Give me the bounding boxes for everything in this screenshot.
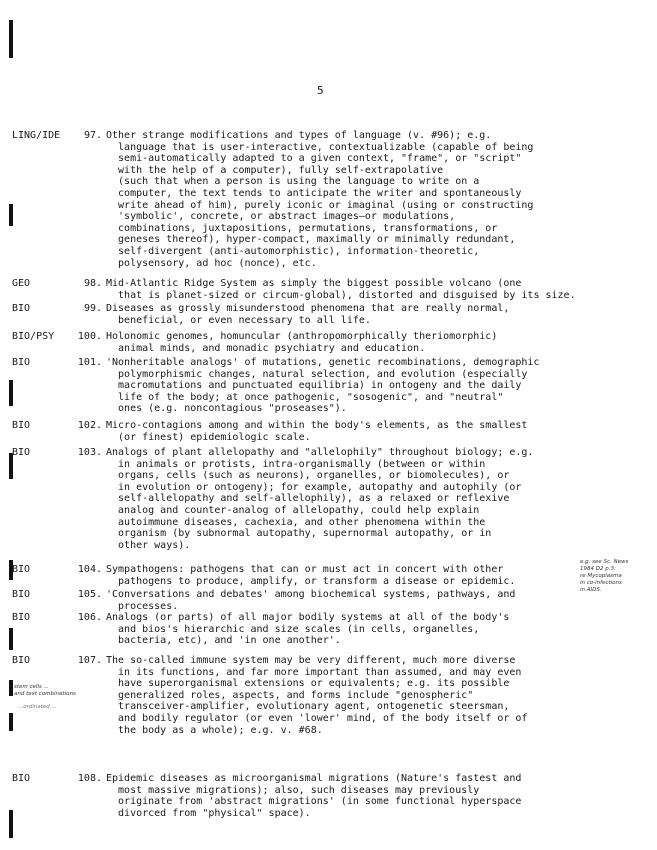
- entry-code: BIO: [12, 420, 31, 431]
- entry-text: [106, 655, 626, 736]
- margin-bar: [9, 713, 13, 731]
- entry-line: Mid-Atlantic Ridge System as simply the biggest possible volcano (one: [106, 278, 522, 289]
- entry-text: [106, 773, 626, 819]
- entry-line: computer, the text tends to anticipate the writer and spontaneously: [106, 187, 522, 199]
- entry-line: in its functions, and far more important than assumed, and may even: [106, 666, 522, 678]
- entry-line: analog and counter-analog of allelopathy, could help explain: [106, 504, 480, 516]
- entry-number: 97.: [83, 130, 102, 141]
- entry-line: polymorphismic changes, natural selection, and evolution (especially: [106, 368, 528, 380]
- entry-code: BIO: [12, 303, 31, 314]
- entry-text: [106, 612, 626, 647]
- entry-line: in animals or protists, intra-organismally (between or within: [106, 458, 486, 470]
- entry-number: 101.: [77, 357, 102, 368]
- entry-text: [106, 331, 626, 354]
- entry-line: the body as a whole); e.g. v. #68.: [106, 724, 323, 736]
- entry-code: BIO: [12, 773, 31, 784]
- entry-code: BIO: [12, 589, 31, 600]
- entry-text: [106, 357, 626, 415]
- entry-number: 98.: [83, 278, 102, 289]
- entry-number: 105.: [77, 589, 102, 600]
- entry-line: self-allelopathy and self-allelophily), as a relaxed or reflexive: [106, 493, 510, 505]
- page-number: 5: [317, 84, 324, 97]
- entry-text: [106, 420, 626, 443]
- entry-line: Diseases as grossly misunderstood phenomena that are really normal,: [106, 303, 510, 314]
- entry-line: beneficial, or even necessary to all life.: [106, 314, 371, 326]
- entry-line: that is planet-sized or circum-global), distorted and disguised by its size.: [106, 289, 576, 301]
- entry-line: language that is user-interactive, contextualizable (capable of being: [106, 141, 534, 153]
- entry-code: BIO: [12, 612, 31, 623]
- entry-number: 108.: [77, 773, 102, 784]
- entry-number: 104.: [77, 564, 102, 575]
- entry-line: ones (e.g. noncontagious "proseases").: [106, 403, 347, 415]
- entry-line: generalized roles, aspects, and forms include "genospheric": [106, 689, 474, 701]
- entry-line: Micro-contagions among and within the body's elements, as the smallest: [106, 420, 528, 431]
- entry-line: divorced from "physical" space).: [106, 807, 311, 819]
- entry-line: semi-automatically adapted to a given context, "frame", or "script": [106, 153, 522, 165]
- entry-code: BIO: [12, 447, 31, 458]
- entry-line: Sympathogens: pathogens that can or must act in concert with other: [106, 564, 504, 575]
- entry-line: processes.: [106, 600, 179, 612]
- entry-line: transceiver-amplifier, evolutionary agent, ontogenetic steersman,: [106, 701, 510, 713]
- margin-bar: [9, 380, 13, 406]
- entry-line: The so-called immune system may be very different, much more diverse: [106, 655, 516, 666]
- entry-line: other ways).: [106, 539, 191, 551]
- entry-number: 106.: [77, 612, 102, 623]
- entry-line: Analogs (or parts) of all major bodily systems at all of the body's: [106, 612, 510, 623]
- entry-line: Holonomic genomes, homuncular (anthropomorphically theriomorphic): [106, 331, 498, 342]
- entry-code: BIO: [12, 655, 31, 666]
- entry-line: polysensory, ad hoc (nonce), etc.: [106, 257, 317, 269]
- entry-line: combinations, juxtapositions, permutations, transformations, or: [106, 222, 498, 234]
- entry-line: most massive migrations); also, such diseases may previously: [106, 784, 480, 796]
- entry-text: [106, 589, 626, 612]
- entry-number: 102.: [77, 420, 102, 431]
- entry-code: LING/IDE: [12, 130, 61, 141]
- margin-bar: [9, 680, 13, 696]
- entry-line: organs, cells (such as neurons), organelles, or biomolecules), or: [106, 470, 510, 482]
- entry-line: life of the body; at once pathogenic, "sosogenic", and "neutral": [106, 391, 504, 403]
- entry-line: Other strange modifications and types of language (v. #96); e.g.: [106, 130, 492, 141]
- entry-line: macromutations and punctuated equilibria) in ontogeny and the daily: [106, 380, 522, 392]
- entry-code: BIO: [12, 357, 31, 368]
- entry-line: geneses thereof), hyper-compact, maximally or minimally redundant,: [106, 234, 516, 246]
- entry-text: [106, 447, 626, 551]
- entry-line: Epidemic diseases as microorganismal migrations (Nature's fastest and: [106, 773, 522, 784]
- entry-text: [106, 130, 626, 269]
- margin-note-left-faint: ...ordinated ...: [18, 704, 57, 710]
- entry-line: and bodily regulator (or even 'lower' mind, of the body itself or of: [106, 712, 528, 724]
- entry-line: 'Nonheritable analogs' of mutations, genetic recombinations, demographic: [106, 357, 540, 368]
- entry-code: BIO: [12, 564, 31, 575]
- margin-bar: [9, 204, 13, 226]
- entry-line: Analogs of plant allelopathy and "allelophily" throughout biology; e.g.: [106, 447, 534, 458]
- entry-line: organism (by subnormal autopathy, supernormal autopathy, or in: [106, 528, 492, 540]
- entry-number: 100.: [77, 331, 102, 342]
- entry-line: (or finest) epidemiologic scale.: [106, 431, 311, 443]
- entry-line: autoimmune diseases, cachexia, and other phenomena within the: [106, 516, 486, 528]
- entry-line: and bios's hierarchic and size scales (in cells, organelles,: [106, 623, 480, 635]
- margin-bar: [9, 20, 13, 58]
- entry-code: BIO/PSY: [12, 331, 55, 342]
- margin-note-left: stem cells ... and text combinations: [14, 684, 76, 697]
- entry-number: 99.: [83, 303, 102, 314]
- entry-number: 107.: [77, 655, 102, 666]
- entry-line: self-divergent (anti-automorphistic), information-theoretic,: [106, 245, 480, 257]
- entry-line: (such that when a person is using the language to write on a: [106, 176, 480, 188]
- entry-line: write ahead of him), purely iconic or imaginal (using or constructing: [106, 199, 534, 211]
- entry-line: bacteria, etc), and 'in one another'.: [106, 635, 341, 647]
- entry-text: [106, 303, 626, 326]
- entry-line: originate from 'abstract migrations' (in some functional hyperspace: [106, 796, 522, 808]
- entry-line: have superorganismal extensions or equivalents; e.g. its possible: [106, 678, 510, 690]
- entry-number: 103.: [77, 447, 102, 458]
- entry-line: 'symbolic', concrete, or abstract images—or modulations,: [106, 211, 456, 223]
- entry-line: pathogens to produce, amplify, or transform a disease or epidemic.: [106, 575, 516, 587]
- entry-line: animal minds, and monadic psychiatry and education.: [106, 342, 426, 354]
- margin-bar: [9, 628, 13, 650]
- entry-line: in evolution or ontogeny); for example, autopathy and autophily (or: [106, 481, 522, 493]
- entry-line: 'Conversations and debates' among biochemical systems, pathways, and: [106, 589, 516, 600]
- entry-line: with the help of a computer), fully self-extrapolative: [106, 164, 444, 176]
- margin-note-right: e.g. see Sc. News 1984 D2 p.3: re Mycoplasma in co-infections in AIDS.: [580, 559, 629, 593]
- entry-code: GEO: [12, 278, 31, 289]
- margin-bar: [9, 810, 13, 838]
- entry-text: [106, 278, 626, 301]
